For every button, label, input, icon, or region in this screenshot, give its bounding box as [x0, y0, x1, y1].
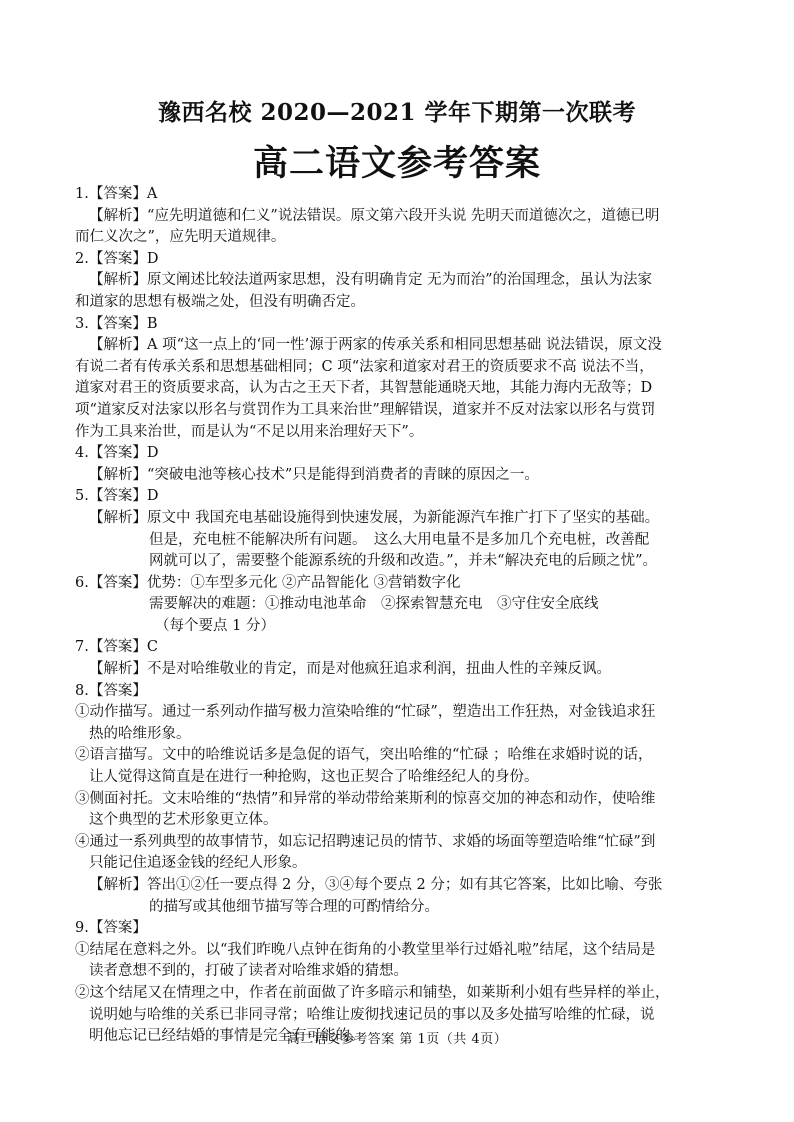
q8-point-cont: 这个典型的艺术形象更立体。 [89, 812, 278, 829]
q3-analysis-cont: 道家对君王的资质要求高，认为古之王天下者，其智慧能通晓天地，其能力海内无敌等；D [75, 380, 653, 397]
q8-point: ③侧面衬托。文末哈维的“热情”和异常的举动带给莱斯利的惊喜交加的神态和动作，使哈维 [75, 790, 656, 807]
q1-answer: 1.【答案】A [75, 186, 158, 202]
q9-point-cont: 说明她与哈维的关系已非同寻常；哈维让废彻找速记员的事以及多处描写哈维的忙碌，说 [89, 1006, 655, 1023]
q9-point: ①结尾在意料之外。以“我们昨晚八点钟在街角的小教堂里举行过婚礼啦”结尾，这个结局是 [75, 941, 656, 958]
q7-analysis: 【解析】不是对哈维敬业的肯定，而是对他疯狂追求利润，扭曲人性的辛辣反讽。 [89, 661, 611, 678]
answer-body [75, 184, 725, 1048]
q3-analysis: 【解析】A 项“这一点上的‘同一性’源于两家的传承关系和相同思想基础 说法错误，原文没 [89, 337, 662, 354]
q8-point-cont: 让人觉得这简直是在进行一种抢购，这也正契合了哈维经纪人的身份。 [89, 769, 539, 786]
q8-point: ①动作描写。通过一系列动作描写极力渲染哈维的“忙碌”，塑造出工作狂热，对金钱追求狂 [75, 704, 656, 721]
q2-analysis-cont: 和道家的思想有极端之处，但没有明确否定。 [75, 293, 365, 310]
q3-analysis-cont: 有说二者有传承关系和思想基础相同；C 项“法家和道家对君王的资质要求不高 说法不当， [75, 358, 654, 375]
q7-answer: 7.【答案】C [75, 639, 158, 656]
q5-analysis: 【解析】原文中 我国充电基础设施得到快速发展，为新能源汽车推广打下了坚实的基础。 [89, 509, 660, 526]
q9-point: ②这个结尾又在情理之中，作者在前面做了许多暗示和铺垫，如莱斯利小姐有些异样的举止， [75, 984, 670, 1001]
q6-scoring-note: （每个要点 1 分） [155, 617, 275, 634]
q9-point-cont: 明他忘记已经结婚的事情是完全有可能的。 [89, 1028, 365, 1045]
q1-analysis: 【解析】“应先明道德和仁义”说法错误。原文第六段开头说 先明天而道德次之，道德已明 [89, 207, 660, 224]
q4-analysis: 【解析】“突破电池等核心技术”只是能得到消费者的青睐的原因之一。 [89, 466, 539, 483]
q3-analysis-cont: 作为工具来治世，而是认为“不足以用来治理好天下”。 [75, 423, 424, 440]
q9-answer: 9.【答案】 [75, 920, 147, 937]
q5-answer: 5.【答案】D [75, 488, 159, 505]
q8-analysis: 【解析】答出①②任一要点得 2 分，③④每个要点 2 分；如有其它答案，比如比喻、夸张 [89, 877, 663, 893]
q8-analysis-cont: 的描写或其他细节描写等合理的可酌情给分。 [149, 898, 439, 915]
q2-analysis: 【解析】原文阐述比较法道两家思想，没有明确肯定 无为而治”的治国理念，虽认为法家 [89, 272, 653, 289]
document-heading: 高二语文参考答案 [252, 144, 541, 184]
q2-answer: 2.【答案】D [75, 250, 159, 267]
q8-answer: 8.【答案】 [75, 682, 147, 699]
q6-answer-cont: 需要解决的难题：①推动电池革命 ②探索智慧充电 ③守住安全底线 [149, 596, 599, 613]
q4-answer: 4.【答案】D [75, 445, 159, 462]
q5-analysis-cont: 网就可以了，需要整个能源系统的升级和改造。”，并未“解决充电的后顾之忧”。 [149, 553, 657, 570]
q8-point: ②语言描写。文中的哈维说话多是急促的语气，突出哈维的“忙碌 ；哈维在求婚时说的话， [75, 747, 653, 764]
q3-answer: 3.【答案】B [75, 315, 158, 332]
exam-title: 豫西名校 2020—2021 学年下期第一次联考 [157, 99, 637, 126]
q8-point-cont: 热的哈维形象。 [89, 725, 191, 742]
q8-point: ④通过一系列典型的故事情节，如忘记招聘速记员的情节、求婚的场面等塑造哈维“忙碌”到 [75, 833, 656, 850]
q8-point-cont: 只能记住追逐金钱的经纪人形象。 [89, 855, 307, 872]
q1-analysis-cont: 而仁义次之”，应先明天道规律。 [75, 229, 286, 246]
q3-analysis-cont: 项“道家反对法家以形名与赏罚作为工具来治世”理解错误，道家并不反对法家以形名与赏罚 [75, 401, 656, 418]
page-footer: 高二语文参考答案 第 1页（共 4页） [286, 1032, 508, 1047]
q9-point-cont: 读者意想不到的，打破了读者对哈维求婚的猜想。 [89, 963, 408, 980]
q5-analysis-cont: 但是，充电桩不能解决所有问题。 这么大用电量不是多加几个充电桩，改善配 [149, 531, 650, 548]
q6-answer: 6.【答案】优势：①车型多元化 ②产品智能化 ③营销数字化 [75, 574, 461, 591]
